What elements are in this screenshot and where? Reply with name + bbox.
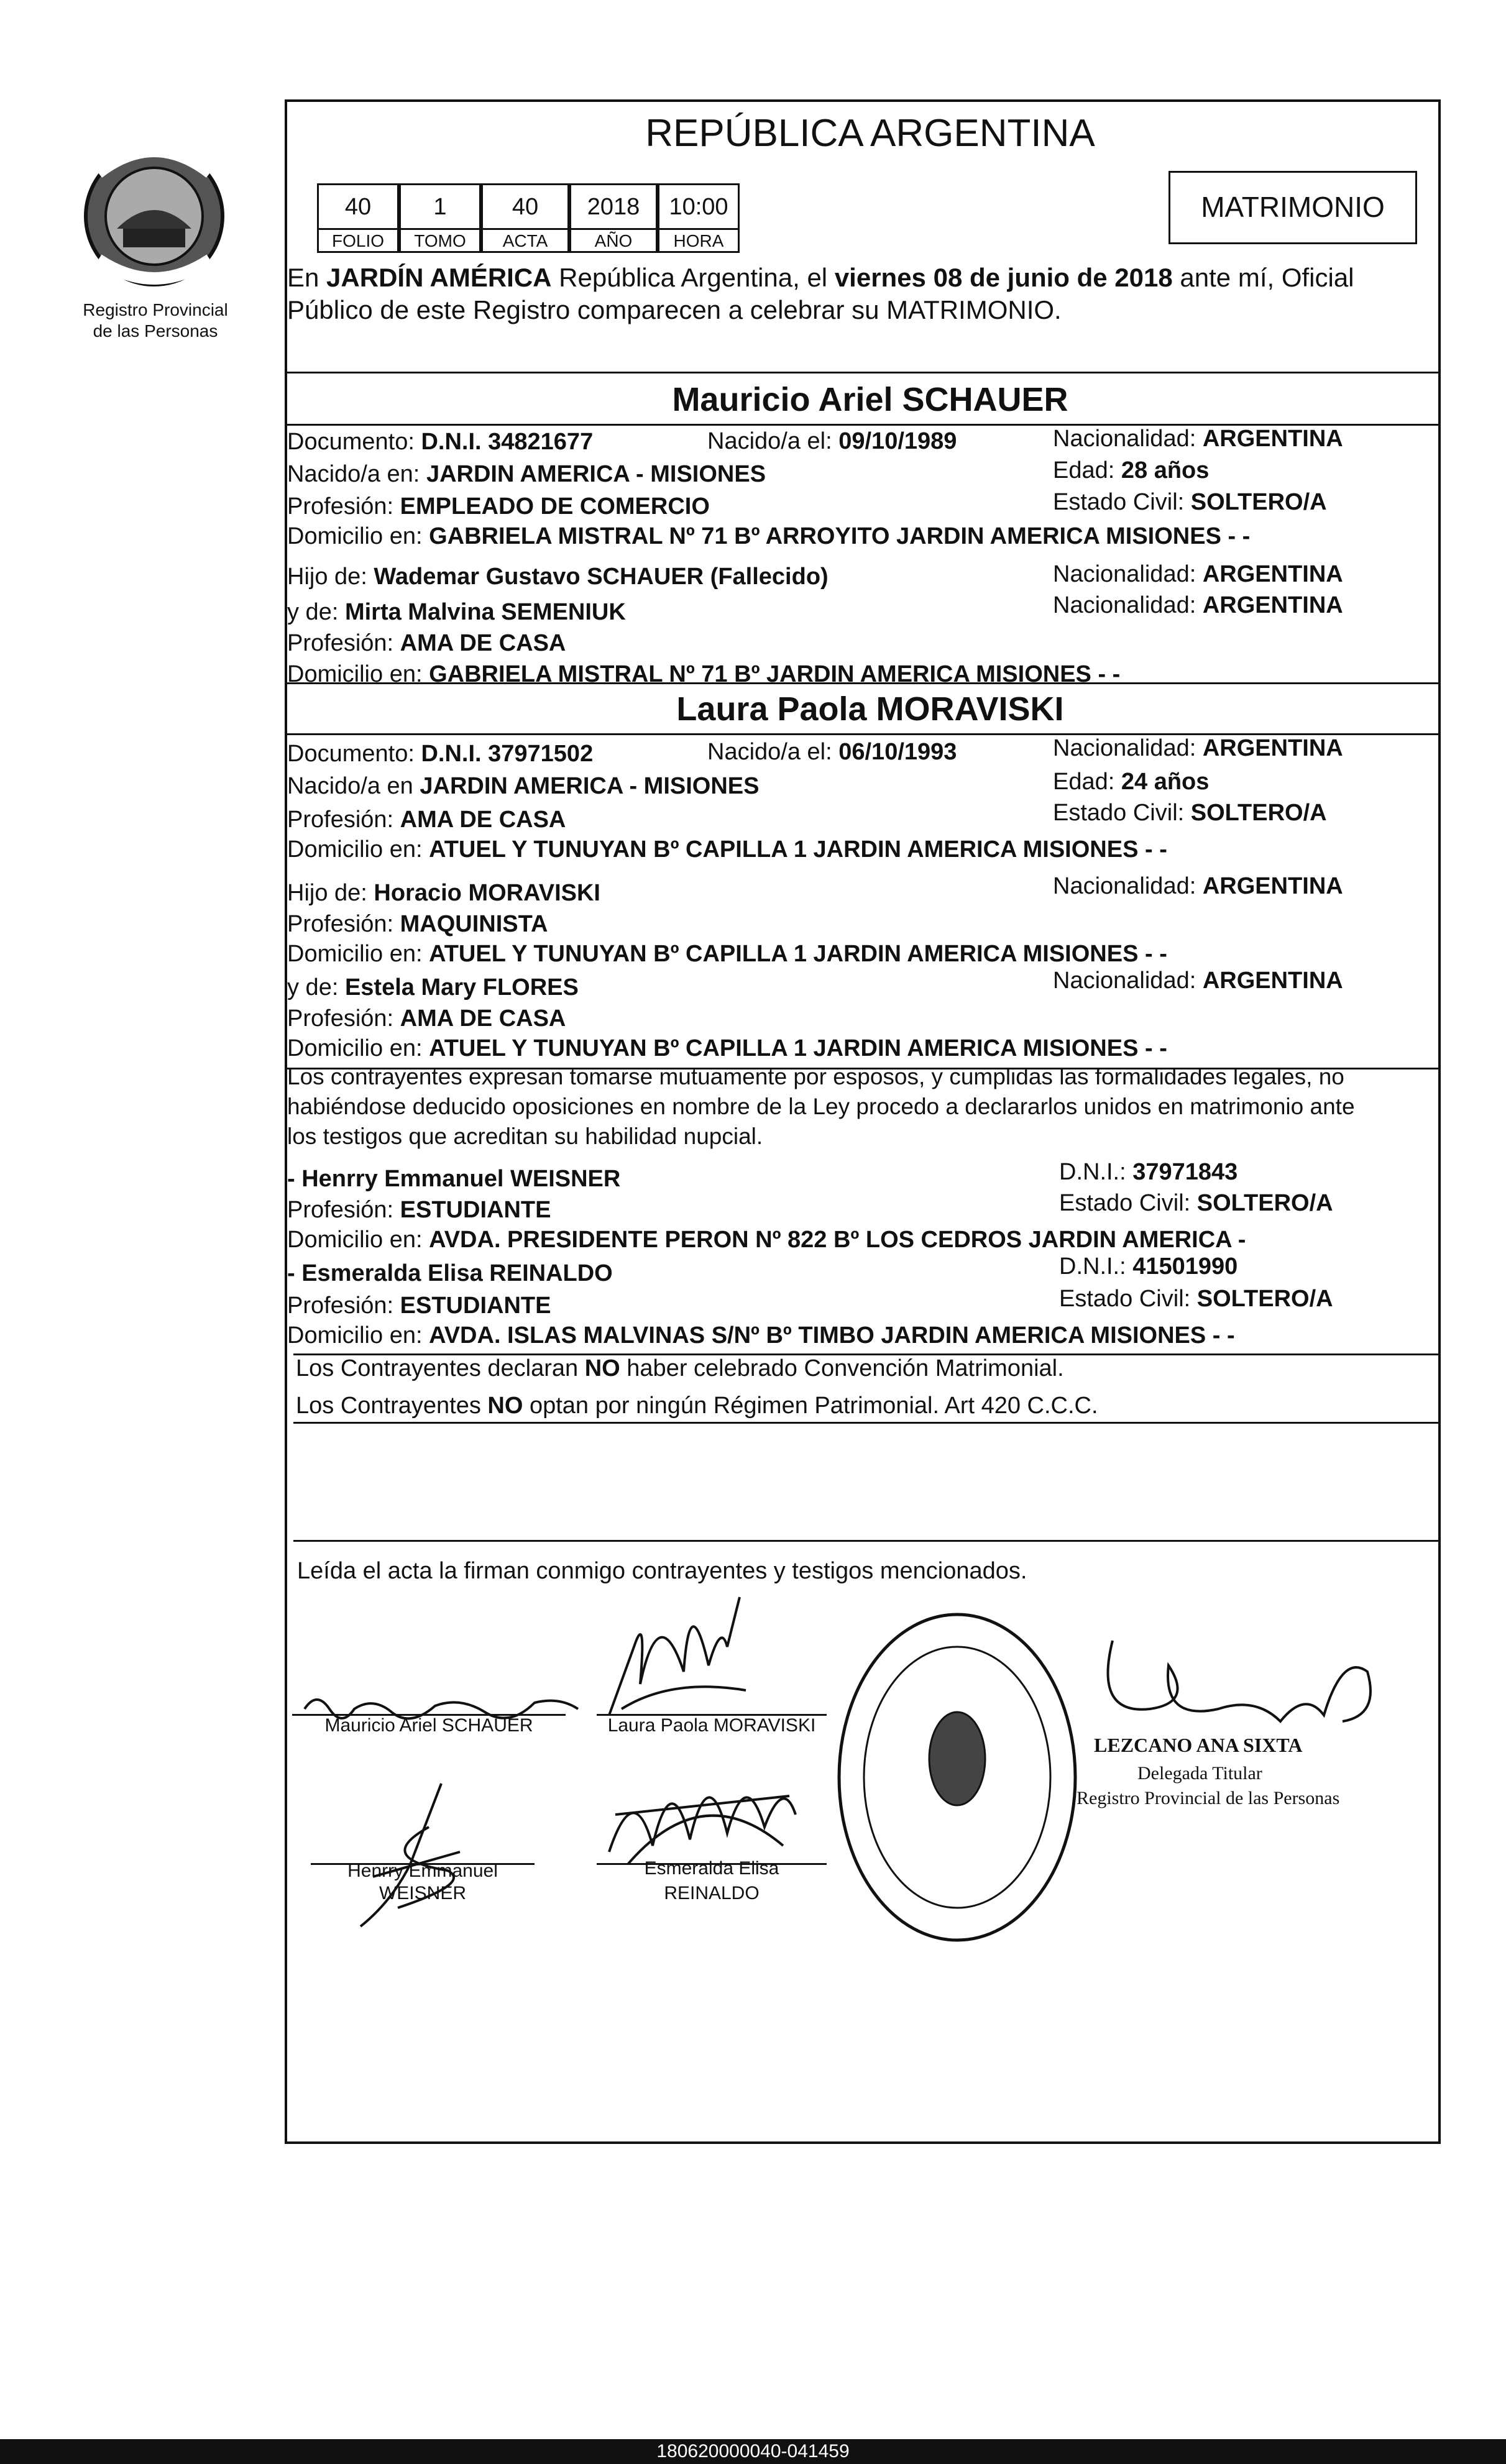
witness1-signature [336,1777,497,1939]
logo-caption: Registro Provincial de las Personas [83,300,228,341]
bride-mother-address: Domicilio en: ATUEL Y TUNUYAN Bº CAPILLA 1 JARDIN AMERICA MISIONES - - [287,1035,1167,1061]
ano-value: 2018 [569,183,658,230]
folio-label: FOLIO [317,228,399,253]
bride-document: Documento: D.N.I. 37971502 [287,741,594,767]
bride-mother-profession: Profesión: AMA DE CASA [287,1005,566,1032]
groom-mother: y de: Mirta Malvina SEMENIUK [287,599,626,625]
witness2-name: - Esmeralda Elisa REINALDO [287,1260,613,1286]
folio-value: 40 [317,183,399,230]
groom-mother-nationality: Nacionalidad: ARGENTINA [1053,592,1343,618]
bride-birthdate: Nacido/a el: 06/10/1993 [707,739,957,765]
groom-nationality: Nacionalidad: ARGENTINA [1053,426,1343,452]
acta-label: ACTA [481,228,569,253]
groom-document: Documento: D.N.I. 34821677 [287,429,594,455]
witness2-civil-status: Estado Civil: SOLTERO/A [1059,1286,1333,1312]
bride-father-profession: Profesión: MAQUINISTA [287,911,548,937]
bride-father-address: Domicilio en: ATUEL Y TUNUYAN Bº CAPILLA 1 JARDIN AMERICA MISIONES - - [287,941,1167,967]
tomo-label: TOMO [399,228,481,253]
groom-age: Edad: 28 años [1053,457,1210,483]
witness2-dni: D.N.I.: 41501990 [1059,1253,1238,1280]
groom-birthplace: Nacido/a en: JARDIN AMERICA - MISIONES [287,461,766,487]
groom-profession: Profesión: EMPLEADO DE COMERCIO [287,493,710,520]
bride-address: Domicilio en: ATUEL Y TUNUYAN Bº CAPILLA 1 JARDIN AMERICA MISIONES - - [287,836,1167,863]
officer-name: LEZCANO ANA SIXTA [1094,1734,1303,1756]
tomo-value: 1 [399,183,481,230]
officer-office: Registro Provincial de las Personas [1077,1788,1340,1808]
groom-civil-status: Estado Civil: SOLTERO/A [1053,489,1327,515]
witness1-civil-status: Estado Civil: SOLTERO/A [1059,1190,1333,1216]
note-regime: Los Contrayentes NO optan por ningún Régimen Patrimonial. Art 420 C.C.C. [296,1393,1098,1419]
witness2-profession: Profesión: ESTUDIANTE [287,1293,551,1319]
groom-signature-label: Mauricio Ariel SCHAUER [324,1715,533,1736]
bride-name: Laura Paola MORAVISKI [676,690,1064,728]
hora-value: 10:00 [658,183,740,230]
bride-father-nationality: Nacionalidad: ARGENTINA [1053,873,1343,899]
witness1-name: - Henrry Emmanuel WEISNER [287,1166,621,1192]
officer-title: Delegada Titular [1137,1763,1262,1784]
witness2-signature-label-2: REINALDO [664,1883,760,1903]
declaration-line-3: los testigos que acreditan su habilidad nupcial. [287,1124,763,1149]
bride-profession: Profesión: AMA DE CASA [287,807,566,833]
groom-father-nationality: Nacionalidad: ARGENTINA [1053,561,1343,587]
witness2-address: Domicilio en: AVDA. ISLAS MALVINAS S/Nº Bº TIMBO JARDIN AMERICA MISIONES - - [287,1322,1235,1349]
official-stamp [827,1603,1088,1951]
groom-address: Domicilio en: GABRIELA MISTRAL Nº 71 Bº ARROYITO JARDIN AMERICA MISIONES - - [287,523,1251,549]
divider [293,1540,1441,1542]
witness1-dni: D.N.I.: 37971843 [1059,1159,1238,1185]
bride-signature-label: Laura Paola MORAVISKI [607,1715,816,1736]
groom-mother-address: Domicilio en: GABRIELA MISTRAL Nº 71 Bº JARDIN AMERICA MISIONES - - [287,661,1121,687]
groom-father: Hijo de: Wademar Gustavo SCHAUER (Fallecido) [287,564,829,590]
divider [285,372,1441,373]
bride-father: Hijo de: Horacio MORAVISKI [287,880,600,906]
witness1-signature-label-2: WEISNER [379,1883,466,1903]
witness2-signature-label-1: Esmeralda Elisa [644,1858,779,1879]
document-title: REPÚBLICA ARGENTINA [645,112,1095,155]
intro-line-2: Público de este Registro comparecen a celebrar su MATRIMONIO. [287,295,1062,324]
bride-nationality: Nacionalidad: ARGENTINA [1053,735,1343,761]
groom-mother-profession: Profesión: AMA DE CASA [287,630,566,656]
officer-signature [1094,1616,1386,1740]
declaration-line-1: Los contrayentes expresan tomarse mutuamente por esposos, y cumplidas las formalidades legales, no [287,1064,1344,1089]
act-type-box: MATRIMONIO [1169,171,1417,244]
bride-signature [597,1572,771,1728]
hora-label: HORA [658,228,740,253]
declaration-line-2: habiéndose deducido oposiciones en nombre de la Ley procedo a declararlos unidos en matrimonio ante [287,1094,1355,1119]
ano-label: AÑO [569,228,658,253]
reading-statement: Leída el acta la firman conmigo contrayentes y testigos mencionados. [297,1558,1027,1584]
acta-value: 40 [481,183,569,230]
bride-civil-status: Estado Civil: SOLTERO/A [1053,800,1327,826]
divider [285,682,1441,684]
note-convention: Los Contrayentes declaran NO haber celebrado Convención Matrimonial. [296,1355,1064,1381]
groom-birthdate: Nacido/a el: 09/10/1989 [707,428,957,454]
divider [293,1422,1441,1424]
document-code: 180620000040-041459 [0,2439,1506,2464]
groom-name: Mauricio Ariel SCHAUER [672,381,1068,418]
bride-mother: y de: Estela Mary FLORES [287,974,579,1001]
intro-line-1: En JARDÍN AMÉRICA República Argentina, el viernes 08 de junio de 2018 ante mí, Oficial [287,263,1354,292]
witness1-profession: Profesión: ESTUDIANTE [287,1197,551,1223]
bride-age: Edad: 24 años [1053,769,1210,795]
bride-mother-nationality: Nacionalidad: ARGENTINA [1053,968,1343,994]
witness1-signature-label-1: Henrry Emmanuel [347,1861,498,1881]
province-logo [73,135,235,297]
witness1-address: Domicilio en: AVDA. PRESIDENTE PERON Nº 822 Bº LOS CEDROS JARDIN AMERICA - [287,1227,1246,1253]
bride-birthplace: Nacido/a en JARDIN AMERICA - MISIONES [287,773,760,799]
